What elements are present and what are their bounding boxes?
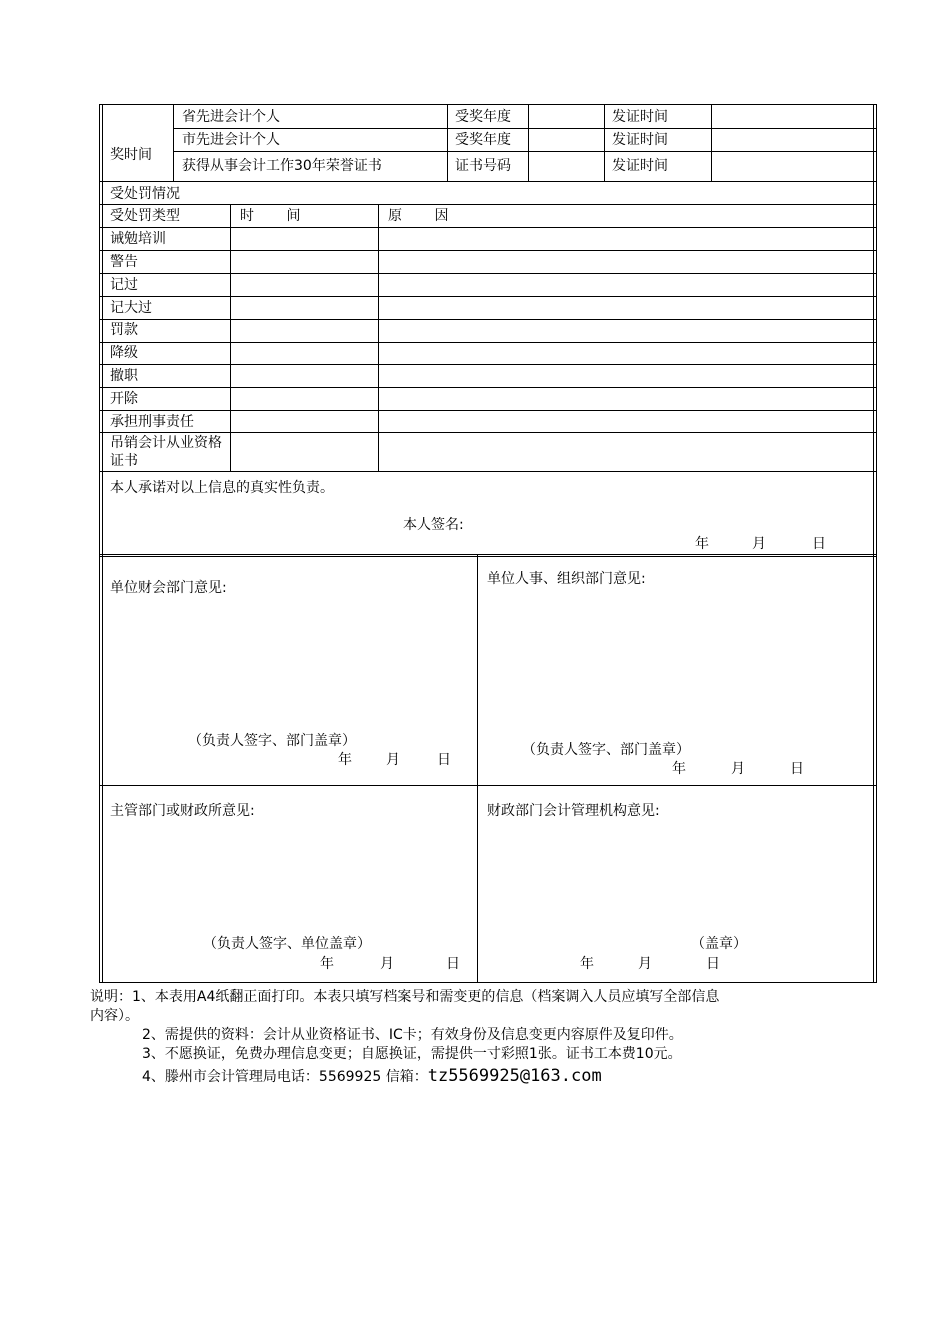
penalty-type: 诫勉培训 [110, 231, 166, 247]
note-2: 2、需提供的资料：会计从业资格证书、IC卡；有效身份及信息变更内容原件及复印件。 [142, 1027, 683, 1043]
penalty-header-type: 受处罚类型 [110, 208, 180, 224]
border [99, 104, 877, 105]
penalty-type: 承担刑事责任 [110, 414, 194, 430]
date-month: 月 [386, 752, 400, 768]
award-field-label: 证书号码 [455, 158, 511, 174]
opinion-title: 单位人事、组织部门意见: [487, 571, 646, 587]
award-name: 省先进会计个人 [182, 109, 280, 125]
award-name: 市先进会计个人 [182, 132, 280, 148]
penalty-header-time: 时 间 [240, 208, 315, 224]
opinion-sign: （负责人签字、部门盖章） [188, 733, 356, 749]
grid-line [99, 227, 877, 228]
grid-line [99, 554, 877, 555]
commitment-text: 本人承诺对以上信息的真实性负责。 [110, 480, 334, 496]
date-month: 月 [380, 956, 394, 972]
award-date-label: 发证时间 [612, 132, 668, 148]
notes [90, 988, 870, 1087]
grid-line [528, 104, 529, 181]
opinion-sign: （盖章） [691, 936, 747, 952]
border [876, 104, 877, 983]
date-day: 日 [706, 956, 720, 972]
note-1-cont: 内容）。 [90, 1008, 139, 1024]
grid-line [604, 104, 605, 181]
penalty-type: 降级 [110, 345, 138, 361]
penalty-header-reason: 原 因 [388, 208, 463, 224]
award-name: 获得从事会计工作30年荣誉证书 [182, 158, 382, 174]
grid-line [99, 296, 877, 297]
opinion-sign: （负责人签字、单位盖章） [203, 936, 371, 952]
border [102, 104, 103, 983]
date-day: 日 [446, 956, 460, 972]
border [99, 982, 877, 983]
grid-line [230, 204, 231, 471]
grid-line [99, 387, 877, 388]
date-day: 日 [437, 752, 451, 768]
grid-line [99, 432, 877, 433]
grid-line [99, 273, 877, 274]
penalty-type: 吊销会计从业资格证书 [110, 435, 222, 469]
date-month: 月 [638, 956, 652, 972]
grid-line [378, 204, 379, 471]
grid-line [711, 104, 712, 181]
grid-line [99, 410, 877, 411]
grid-line [99, 342, 877, 343]
award-date-label: 发证时间 [612, 158, 668, 174]
grid-line [99, 471, 877, 472]
contact-email: tz5569925@163.com [427, 1066, 602, 1086]
date-month: 月 [731, 761, 745, 777]
date-year: 年 [338, 752, 352, 768]
date-year: 年 [695, 536, 709, 552]
signature-label: 本人签名: [403, 517, 464, 533]
grid-line [99, 250, 877, 251]
grid-line [99, 364, 877, 365]
penalty-type: 撤职 [110, 368, 138, 384]
note-3: 3、不愿换证，免费办理信息变更；自愿换证，需提供一寸彩照1张。证书工本费10元。 [142, 1046, 682, 1062]
grid-line [447, 104, 448, 181]
penalty-type: 开除 [110, 391, 138, 407]
opinion-title: 财政部门会计管理机构意见: [487, 803, 660, 819]
awards-row-label: 奖时间 [110, 147, 152, 163]
penalty-type: 罚款 [110, 322, 138, 338]
grid-line [99, 181, 877, 182]
opinion-sign: （负责人签字、部门盖章） [522, 742, 690, 758]
date-year: 年 [320, 956, 334, 972]
date-day: 日 [790, 761, 804, 777]
grid-line [99, 319, 877, 320]
grid-line [99, 204, 877, 205]
penalty-type: 记过 [110, 277, 138, 293]
date-year: 年 [672, 761, 686, 777]
penalties-title: 受处罚情况 [110, 186, 180, 202]
date-year: 年 [580, 956, 594, 972]
award-field-label: 受奖年度 [455, 109, 511, 125]
grid-line [173, 128, 876, 129]
penalty-type: 警告 [110, 254, 138, 270]
grid-line [477, 555, 478, 982]
grid-line [173, 151, 876, 152]
border [873, 104, 874, 983]
date-month: 月 [752, 536, 766, 552]
grid-line [99, 556, 877, 557]
opinion-title: 单位财会部门意见: [110, 580, 227, 596]
award-date-label: 发证时间 [612, 109, 668, 125]
grid-line [99, 785, 877, 786]
note-4 [90, 1067, 870, 1087]
penalty-type: 记大过 [110, 300, 152, 316]
note-4-text: 4、滕州市会计管理局电话：5569925 信箱： [142, 1069, 428, 1085]
note-1: 说明：1、本表用A4纸翻正面打印。本表只填写档案号和需变更的信息（档案调入人员应填写全部信息 [90, 989, 720, 1005]
award-field-label: 受奖年度 [455, 132, 511, 148]
border [99, 104, 100, 983]
date-day: 日 [812, 536, 826, 552]
opinion-title: 主管部门或财政所意见: [110, 803, 255, 819]
grid-line [173, 104, 174, 181]
